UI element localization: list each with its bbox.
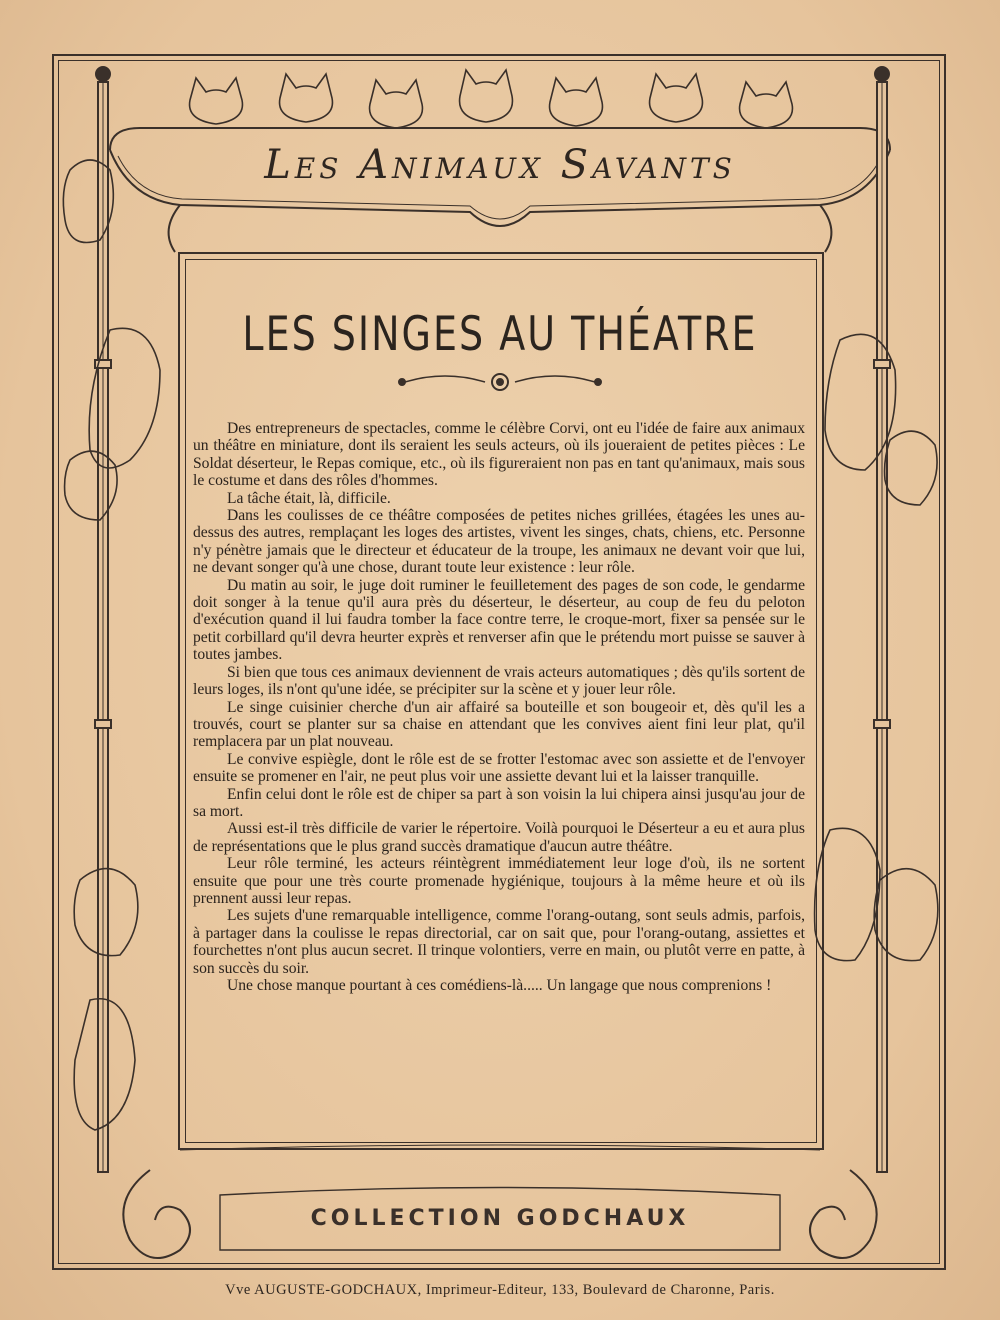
paragraph: Les sujets d'une remarquable intelligence, comme l'orang-outang, sont seuls admis, parfois, à partager dans la coulisse le repas directorial, car on sait que, pour l'orang-outang, assiettes et fourchettes n'ont plus aucun secret. Il trinque volontiers, verre en main, ou plutôt verre en patte, à son succès du soir. [193, 907, 805, 977]
article-body [193, 420, 805, 994]
paragraph: Si bien que tous ces animaux deviennent de vrais acteurs automatiques ; dès qu'ils sortent de leurs loges, ils n'ont qu'une idée, se précipiter sur la scène et y jouer leur rôle. [193, 663, 805, 699]
paragraph: Dans les coulisses de ce théâtre composées de petites niches grillées, étagées les unes au-dessus des autres, remplaçant les loges des artistes, vivent les singes, chats, chiens, etc. Personne n'y pénètre jamais que le directeur et éducateur de la troupe, les animaux ne devant voir que lui, ne devant songer qu'à une chose, durant toute leur existence : leur rôle. [193, 507, 805, 577]
page-title: LES SINGES AU THÉATRE [242, 306, 758, 361]
paragraph: Du matin au soir, le juge doit ruminer le feuilletement des pages de son code, le gendarme doit songer à la tenue qu'il aura près du déserteur, le déserteur, au coup de feu du peloton d'exécution quand il lui faudra tomber la face contre terre, le croque-mort, fixer sa pensée sur le petit corbillard qu'il devra heurter exprès et renverser afin que le prétendu mort puisse se sauver à toutes jambes. [193, 576, 805, 664]
paragraph: La tâche était, là, difficile. [227, 489, 391, 507]
series-title: Les Animaux Savants [264, 142, 736, 188]
paragraph: Le convive espiègle, dont le rôle est de se frotter l'estomac avec son assiette et de l'envoyer ensuite se promener en l'air, ne peut plus voir une assiette devant lui et la laisser tranquille. [193, 750, 805, 786]
paragraph: Aussi est-il très difficile de varier le répertoire. Voilà pourquoi le Déserteur a eu et aura plus de représentations que le plus grand succès dramatique d'aucun autre théâtre. [193, 820, 805, 855]
paragraph: Le singe cuisinier cherche d'un air affairé sa bouteille et son bougeoir et, dès qu'il les a trouvés, court se planter sur sa chaise en attendant que les convives aient fini leur plat, qu'il remplacera par un plat nouveau. [193, 698, 805, 751]
paragraph: Des entrepreneurs de spectacles, comme le célèbre Corvi, ont eu l'idée de faire aux animaux un théâtre en miniature, dont ils seraient les seuls acteurs, où ils joueraient de petites pièces : Le Soldat déserteur, le Repas comique, etc., où ils figureraient non pas en tant qu'animaux, mais sous le costume et dans des rôles d'hommes. [193, 420, 805, 490]
paragraph: Enfin celui dont le rôle est de chiper sa part à son voisin la lui chipera ainsi jusqu'au jour de sa mort. [193, 785, 805, 820]
publisher-imprint: Vve AUGUSTE-GODCHAUX, Imprimeur-Editeur, 133, Boulevard de Charonne, Paris. [225, 1282, 775, 1298]
paragraph: Une chose manque pourtant à ces comédiens-là..... Un langage que nous comprenions ! [227, 977, 772, 994]
collection-name: COLLECTION GODCHAUX [310, 1206, 690, 1231]
paragraph: Leur rôle terminé, les acteurs réintègrent immédiatement leur loge d'où, ils ne sortent ensuite que pour une très courte promenade hygiénique, toujours à la même heure et où ils prennent aussi leur repas. [193, 855, 805, 907]
